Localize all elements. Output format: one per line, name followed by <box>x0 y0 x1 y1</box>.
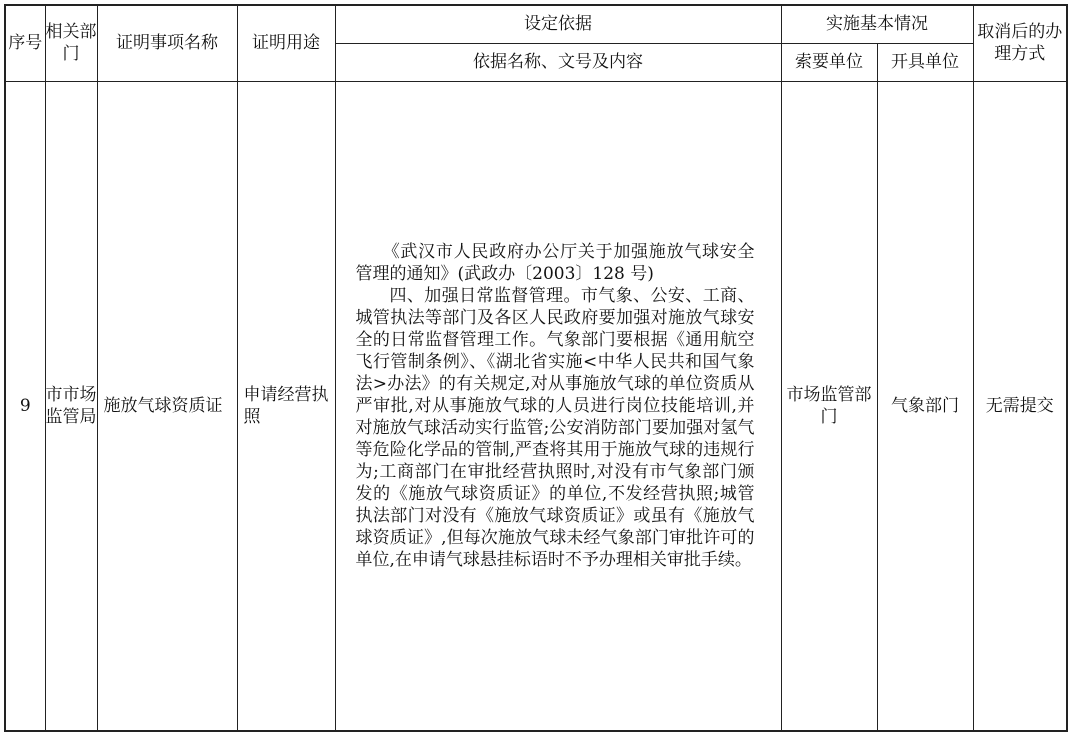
cell-seq: 9 <box>5 81 45 731</box>
header-impl-group: 实施基本情况 <box>781 5 973 43</box>
header-issue-unit: 开具单位 <box>877 43 973 81</box>
header-dept: 相关部门 <box>45 5 97 81</box>
header-basis-group: 设定依据 <box>335 5 781 43</box>
cell-dept: 市市场监管局 <box>45 81 97 731</box>
cell-request-unit: 市场监管部门 <box>781 81 877 731</box>
header-item-name: 证明事项名称 <box>97 5 237 81</box>
cell-basis <box>335 81 781 731</box>
header-purpose: 证明用途 <box>237 5 335 81</box>
proof-items-table <box>4 4 1068 732</box>
header-basis-sub: 依据名称、文号及内容 <box>335 43 781 81</box>
cell-issue-unit: 气象部门 <box>877 81 973 731</box>
header-after-cancel: 取消后的办理方式 <box>973 5 1067 81</box>
cell-purpose: 申请经营执照 <box>237 81 335 731</box>
header-request-unit: 索要单位 <box>781 43 877 81</box>
cell-item-name: 施放气球资质证 <box>97 81 237 731</box>
table-row <box>5 81 1067 731</box>
cell-after-cancel: 无需提交 <box>973 81 1067 731</box>
basis-title: 《武汉市人民政府办公厅关于加强施放气球安全管理的通知》(武政办〔2003〕128 号) <box>355 241 755 284</box>
header-seq: 序号 <box>5 5 45 81</box>
basis-content: 四、加强日常监督管理。市气象、公安、工商、城管执法等部门及各区人民政府要加强对施放气球安全的日常监督管理工作。气象部门要根据《通用航空飞行管制条例》、《湖北省实施<中华人民共和国气象法>办法》的有关规定,对从事施放气球的单位资质从严审批,对从事施放气球的人员进行岗位技能培训,并对施放气球活动实行监管;公安消防部门要加强对氢气等危险化学品的管制,严查将其用于施放气球的违规行为;工商部门在审批经营执照时,对没有市气象部门颁发的《施放气球资质证》的单位,不发经营执照;城管执法部门对没有《施放气球资质证》或虽有《施放气球资质证》,但每次施放气球未经气象部门审批许可的单位,在申请气球悬挂标语时不予办理相关审批手续。 <box>355 285 755 570</box>
